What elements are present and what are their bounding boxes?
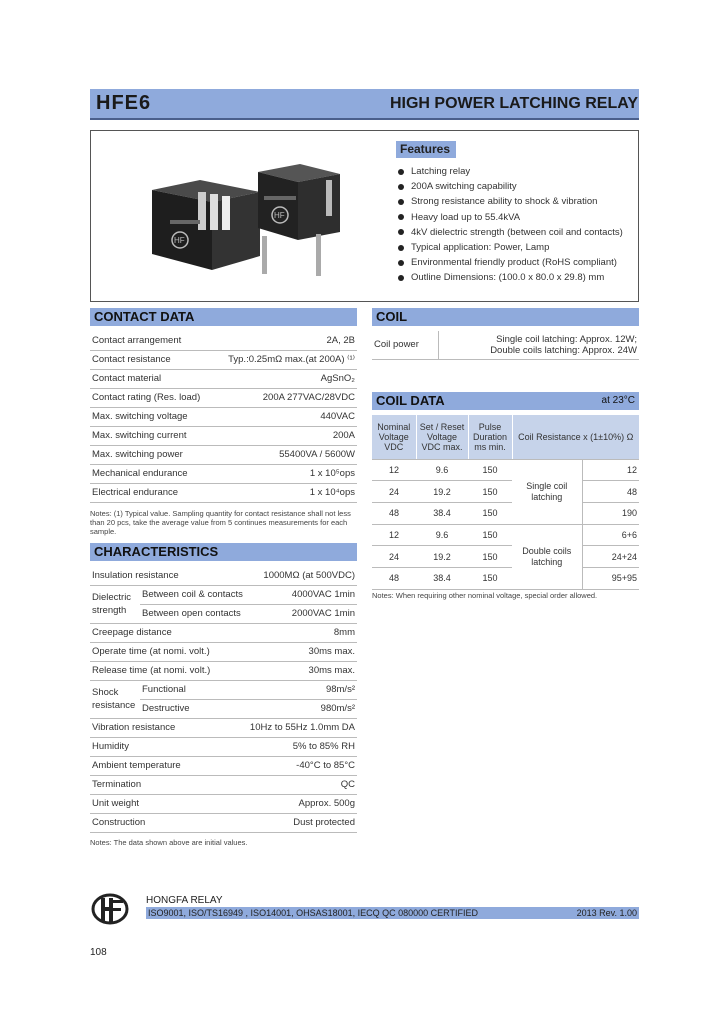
bullet-icon [398,199,404,205]
table-row: Vibration resistance 10Hz to 55Hz 1.0mm DA [90,718,357,737]
features-list [398,164,638,286]
table-row: 24 19.2 150 24+24 [372,546,639,568]
bullet-icon [398,184,404,190]
table-row: Creepage distance 8mm [90,623,357,642]
bullet-icon [398,245,404,251]
revision: 2013 Rev. 1.00 [576,908,637,918]
table-row: Contact material AgSnO₂ [90,369,357,388]
table-row: Contact resistance Typ.:0.25mΩ max.(at 200A) ⁽¹⁾ [90,350,357,369]
hongfa-logo-icon [90,892,140,926]
contact-data-table [90,331,357,503]
table-row: Max. switching current 200A [90,426,357,445]
svg-text:HF: HF [174,236,185,245]
table-row: Shock resistance Functional 98m/s² [90,680,357,699]
table-row: Max. switching voltage 440VAC [90,407,357,426]
table-row: Humidity 5% to 85% RH [90,737,357,756]
certifications-bar: ISO9001, ISO/TS16949 , ISO14001, OHSAS18001, IECQ QC 080000 CERTIFIED 2013 Rev. 1.00 [148,908,637,918]
company-name: HONGFA RELAY [146,895,223,906]
characteristics-table [90,566,357,833]
table-row: 48 38.4 150 95+95 [372,567,639,589]
table-row: Unit weight Approx. 500g [90,794,357,813]
bullet-icon [398,229,404,235]
bullet-icon [398,214,404,220]
characteristics-heading: CHARACTERISTICS [90,543,357,561]
coil-heading: COIL [372,308,639,326]
table-row: Destructive 980m/s² [90,699,357,718]
table-row: Insulation resistance 1000MΩ (at 500VDC) [90,566,357,585]
coil-data-note: Notes: When requiring other nominal voltage, special order allowed. [372,591,598,600]
product-title: HIGH POWER LATCHING RELAY [389,95,638,112]
table-row: Contact arrangement 2A, 2B [90,331,357,350]
coil-data-temp: at 23°C [601,395,635,406]
list-item: 200A switching capability [398,179,638,194]
relay-product-image [140,160,340,280]
contact-note: Notes: (1) Typical value. Sampling quantity for contact resistance shall not less than 20 pcs, take the average value from 5 continues measurements for each sample. [90,509,351,536]
coil-data-heading: COIL DATA at 23°C [372,392,639,410]
list-item: Latching relay [398,164,638,179]
features-heading: Features [396,141,456,158]
list-item: Environmental friendly product (RoHS compliant) [398,255,638,270]
table-row: 12 9.6 150 Single coil latching 12 [372,459,639,481]
list-item: 4kV dielectric strength (between coil and contacts) [398,225,638,240]
list-item: Typical application: Power, Lamp [398,240,638,255]
bullet-icon [398,169,404,175]
list-item: Strong resistance ability to shock & vibration [398,194,638,209]
table-row: Between open contacts 2000VAC 1min [90,604,357,623]
list-item: Outline Dimensions: (100.0 x 80.0 x 29.8) mm [398,270,638,285]
table-row: Coil power Single coil latching: Approx. 12W; Double coils latching: Approx. 24W [372,331,639,359]
table-row: Max. switching power 55400VA / 5600W [90,445,357,464]
table-row: Electrical endurance 1 x 10⁴ops [90,483,357,502]
table-header-row: Nominal Voltage VDC Set / Reset Voltage VDC max. Pulse Duration ms min. Coil Resistance x (1±10%) Ω [372,415,639,459]
coil-table [372,331,639,360]
svg-text:HF: HF [274,211,285,220]
list-item: Heavy load up to 55.4kVA [398,210,638,225]
coil-data-table [372,415,639,590]
table-row: Construction Dust protected [90,813,357,832]
table-row: Operate time (at nomi. volt.) 30ms max. [90,642,357,661]
characteristics-note: Notes: The data shown above are initial values. [90,838,248,847]
bullet-icon [398,275,404,281]
table-row: 48 38.4 150 190 [372,502,639,524]
table-row: Release time (at nomi. volt.) 30ms max. [90,661,357,680]
table-row: Contact rating (Res. load) 200A 277VAC/28VDC [90,388,357,407]
table-row: Dielectric strength Between coil & contacts 4000VAC 1min [90,585,357,604]
table-row: Mechanical endurance 1 x 10⁵ops [90,464,357,483]
table-row: 24 19.2 150 48 [372,481,639,503]
contact-data-heading: CONTACT DATA [90,308,357,326]
model-title: HFE6 [96,92,152,114]
table-row: 12 9.6 150 Double coils latching 6+6 [372,524,639,546]
bullet-icon [398,260,404,266]
table-row: Termination QC [90,775,357,794]
table-row: Ambient temperature -40°C to 85°C [90,756,357,775]
page-number: 108 [90,947,107,958]
